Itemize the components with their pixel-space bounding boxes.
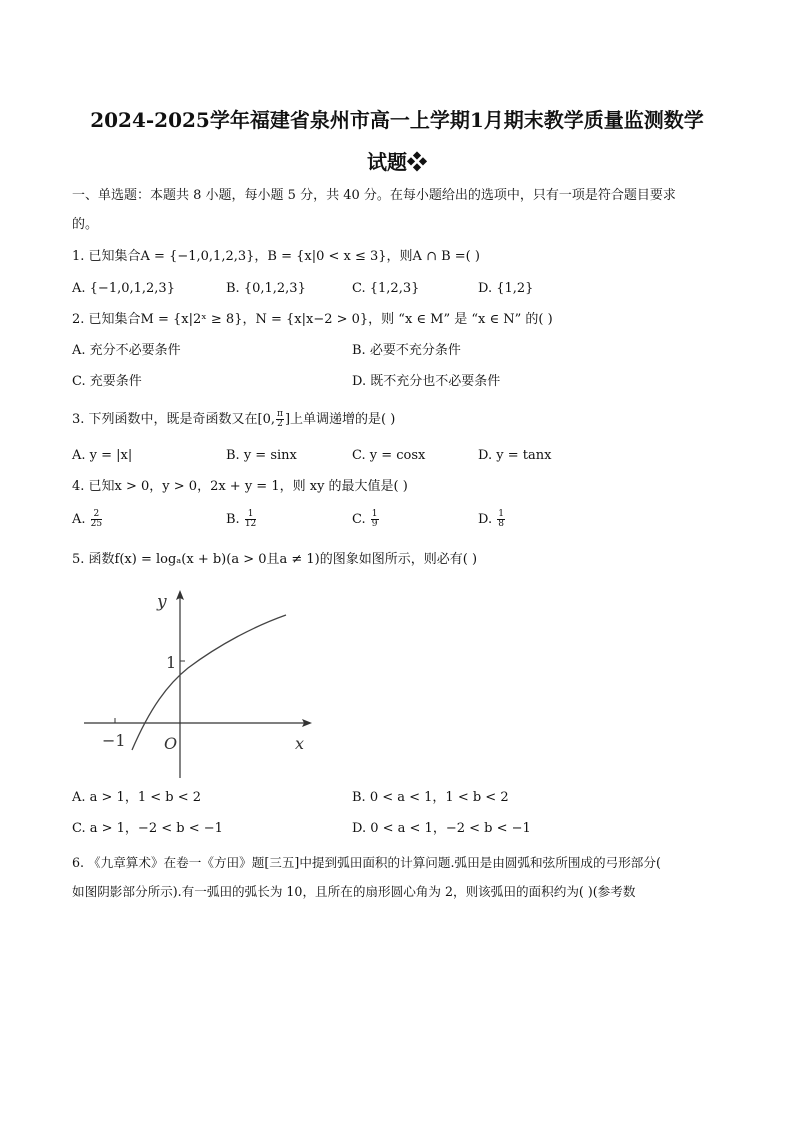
q1-option-c: C. {1,2,3} <box>352 281 420 296</box>
q4-option-b-fraction <box>245 510 256 529</box>
q3-option-d: D. y = tanx <box>478 448 552 463</box>
q4-option-d-label: D. <box>478 512 493 527</box>
q4-option-b-numerator: 1 <box>245 510 256 520</box>
q1-option-a: A. {−1,0,1,2,3} <box>72 281 175 296</box>
q4-option-c-denominator: 9 <box>371 519 378 529</box>
q3-option-a: A. y = |x| <box>72 448 133 463</box>
question-6-stem-continued: 如图阴影部分所示).有一弧田的弧长为 10，且所在的扇形圆心角为 2，则该弧田的面积约为( )(参考数 <box>72 884 636 899</box>
q3-fraction-denominator: 2 <box>277 419 283 429</box>
question-6-stem: 6. 《九章算术》在卷一《方田》题[三五]中提到弧田面积的计算问题.弧田是由圆弧和弦所围成的弓形部分( <box>72 855 661 870</box>
origin-label: O <box>164 734 178 753</box>
q4-option-a <box>72 510 103 529</box>
question-3-stem <box>72 410 395 429</box>
page-title-continued: 试题❖ <box>367 150 427 174</box>
q4-option-a-label: A. <box>72 512 86 527</box>
section-instructions-continued: 的。 <box>72 217 99 232</box>
y-axis-label: y <box>157 592 167 612</box>
q4-option-c-numerator: 1 <box>371 509 378 519</box>
q4-option-c-label: C. <box>352 512 366 527</box>
q4-option-c-fraction <box>371 510 379 529</box>
question-2-stem: 2. 已知集合M = {x|2ˣ ≥ 8}，N = {x|x−2 > 0}，则 “x ∈ M” 是 “x ∈ N” 的( ) <box>72 312 553 327</box>
q4-option-d-fraction <box>497 510 505 529</box>
q3-stem-prefix: 3. 下列函数中，既是奇函数又在[0, <box>72 412 276 427</box>
q5-graph <box>80 588 320 788</box>
q3-stem-suffix: ]上单调递增的是( ) <box>284 412 396 427</box>
q4-option-c <box>352 510 380 529</box>
q4-option-d-denominator: 8 <box>498 519 504 529</box>
question-5-stem: 5. 函数f(x) = logₐ(x + b)(a > 0且a ≠ 1)的图象如图所示，则必有( ) <box>72 552 478 567</box>
q2-option-d: D. 既不充分也不必要条件 <box>352 374 501 389</box>
q5-option-c: C. a > 1，−2 < b < −1 <box>72 821 223 836</box>
question-4-stem: 4. 已知x > 0，y > 0，2x + y = 1，则 xy 的最大值是( ) <box>72 479 408 494</box>
q4-option-b-label: B. <box>226 512 240 527</box>
q3-option-b: B. y = sinx <box>226 448 297 463</box>
q4-option-a-numerator: 2 <box>91 510 102 520</box>
q4-option-a-denominator: 25 <box>90 519 103 529</box>
x-tick-minus-1-label: −1 <box>102 731 126 750</box>
q2-option-c: C. 充要条件 <box>72 374 142 389</box>
section-instructions: 一、单选题：本题共 8 小题，每小题 5 分，共 40 分。在每小题给出的选项中，只有一项是符合题目要求 <box>72 188 676 203</box>
q5-option-a: A. a > 1，1 < b < 2 <box>72 790 202 805</box>
q3-fraction <box>276 410 284 429</box>
q5-option-b: B. 0 < a < 1，1 < b < 2 <box>352 790 509 805</box>
log-curve <box>132 615 286 750</box>
x-axis-label: x <box>295 734 305 753</box>
q1-option-b: B. {0,1,2,3} <box>226 281 306 296</box>
q4-option-b-denominator: 12 <box>244 519 257 529</box>
q1-option-d: D. {1,2} <box>478 281 534 296</box>
q3-fraction-numerator: π <box>277 409 283 419</box>
q2-option-b: B. 必要不充分条件 <box>352 343 461 358</box>
q4-option-d-numerator: 1 <box>498 509 504 519</box>
q4-option-a-fraction <box>91 510 102 529</box>
q4-option-b <box>226 510 257 529</box>
q5-option-d: D. 0 < a < 1，−2 < b < −1 <box>352 821 531 836</box>
question-1-stem: 1. 已知集合A = {−1,0,1,2,3}，B = {x|0 < x ≤ 3}，则A ∩ B =( ) <box>72 249 480 264</box>
y-tick-1-label: 1 <box>166 653 177 672</box>
q3-option-c: C. y = cosx <box>352 448 426 463</box>
page-title: 2024-2025学年福建省泉州市高一上学期1月期末教学质量监测数学 <box>90 108 704 132</box>
q4-option-d <box>478 510 506 529</box>
q2-option-a: A. 充分不必要条件 <box>72 343 181 358</box>
